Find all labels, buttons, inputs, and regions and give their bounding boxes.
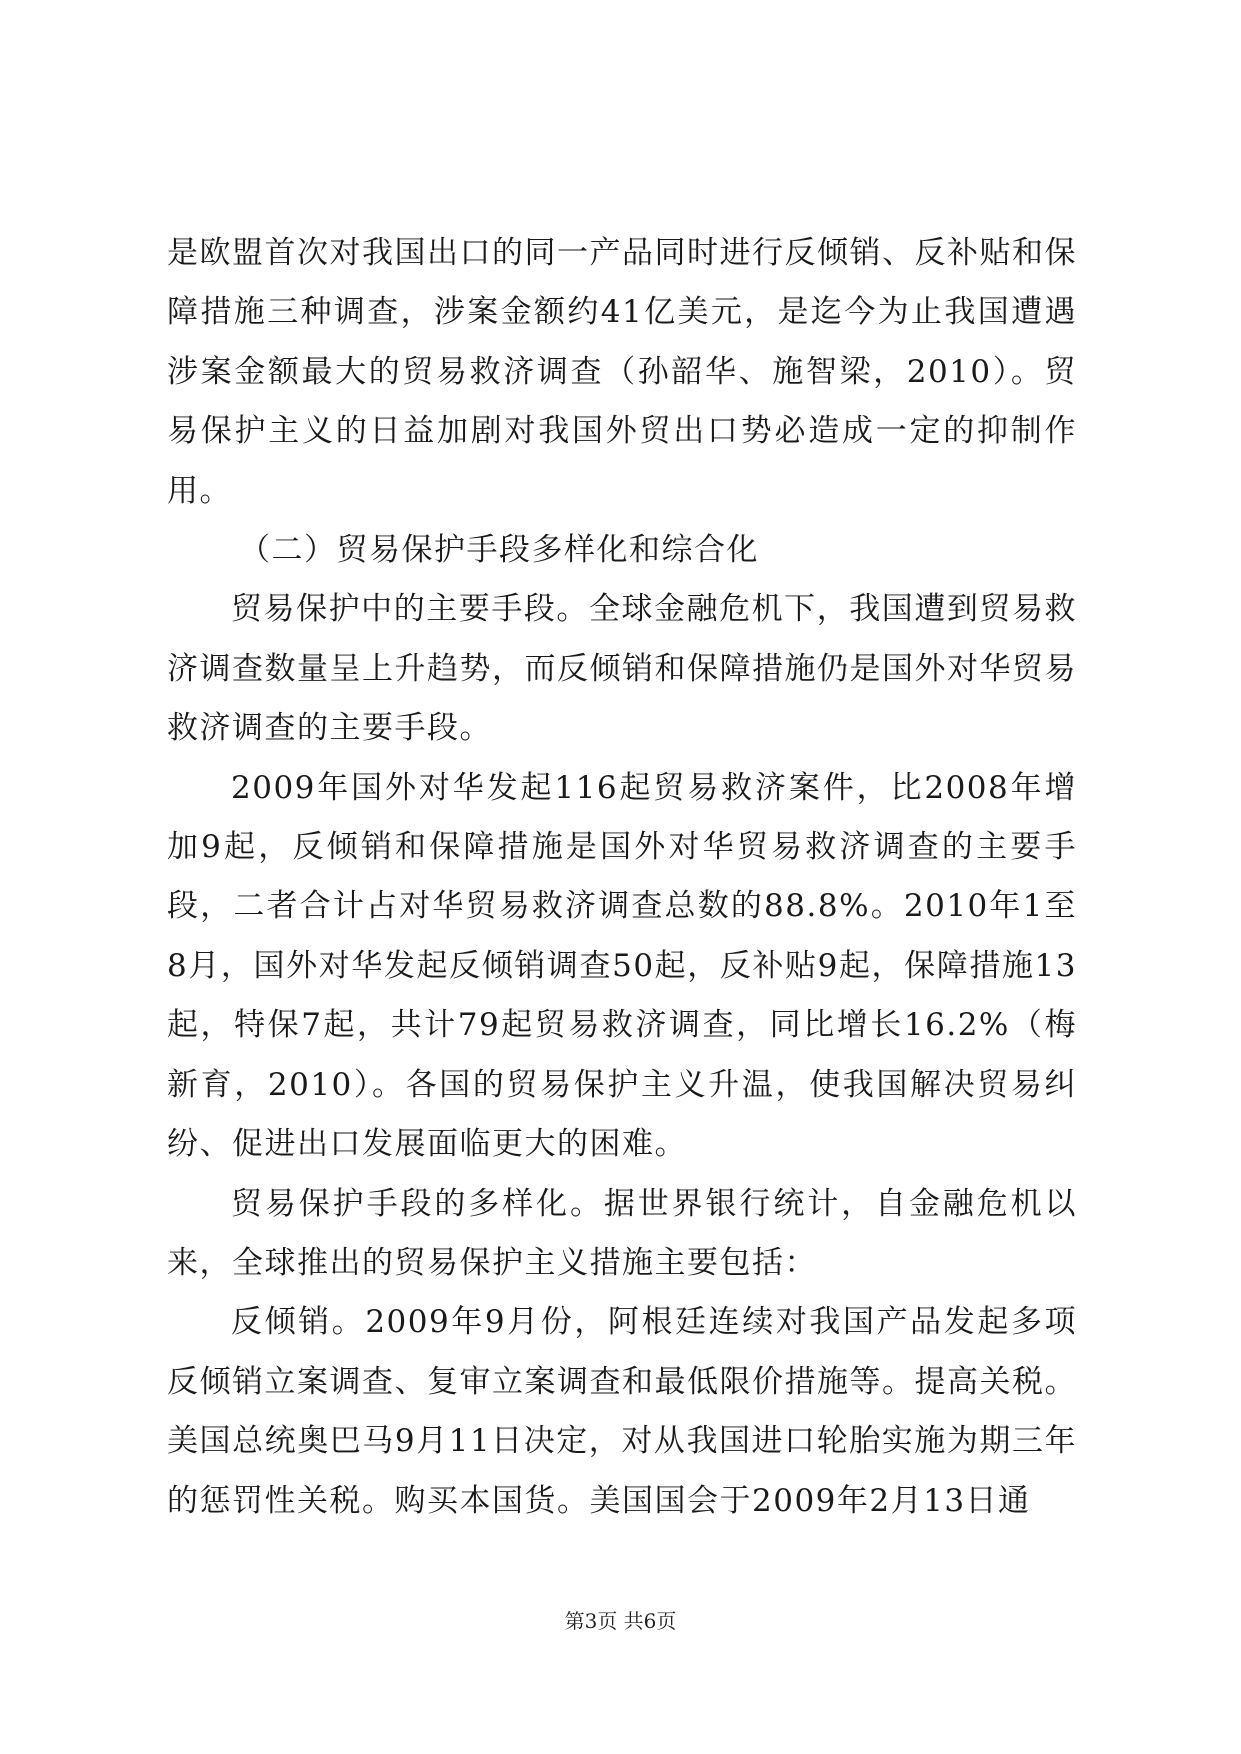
paragraph: 贸易保护中的主要手段。全球金融危机下，我国遭到贸易救济调查数量呈上升趋势，而反倾销和保障措施仍是国外对华贸易救济调查的主要手段。 xyxy=(167,591,1077,747)
paragraph: 反倾销。2009年9月份，阿根廷连续对我国产品发起多项反倾销立案调查、复审立案调查和最低限价措施等。提高关税。美国总统奥巴马9月11日决定，对从我国进口轮胎实施为期三年的惩罚性关税。购买本国货。美国国会于2009年2月13日通 xyxy=(167,1304,1077,1519)
paragraph: 2009年国外对华发起116起贸易救济案件，比2008年增加9起，反倾销和保障措施是国外对华贸易救济调查的主要手段，二者合计占对华贸易救济调查总数的88.8%。2010年1至8月，国外对华发起反倾销调查50起，反补贴9起，保障措施13起，特保7起，共计79起贸易救济调查，同比增长16.2%（梅新育，2010）。各国的贸易保护主义升温，使我国解决贸易纠纷、促进出口发展面临更大的困难。 xyxy=(167,769,1077,1163)
page-number-footer: 第3页 共6页 xyxy=(564,1609,677,1633)
section-heading: （二）贸易保护手段多样化和综合化 xyxy=(239,532,759,569)
paragraph-continuation: 是欧盟首次对我国出口的同一产品同时进行反倾销、反补贴和保障措施三种调查，涉案金额约41亿美元，是迄今为止我国遭遇涉案金额最大的贸易救济调查（孙韶华、施智梁，2010）。贸易保护主义的日益加剧对我国外贸出口势必造成一定的抑制作用。 xyxy=(167,235,1077,509)
paragraph: 贸易保护手段的多样化。据世界银行统计，自金融危机以来，全球推出的贸易保护主义措施主要包括： xyxy=(167,1185,1077,1281)
document-body xyxy=(167,224,1077,1531)
